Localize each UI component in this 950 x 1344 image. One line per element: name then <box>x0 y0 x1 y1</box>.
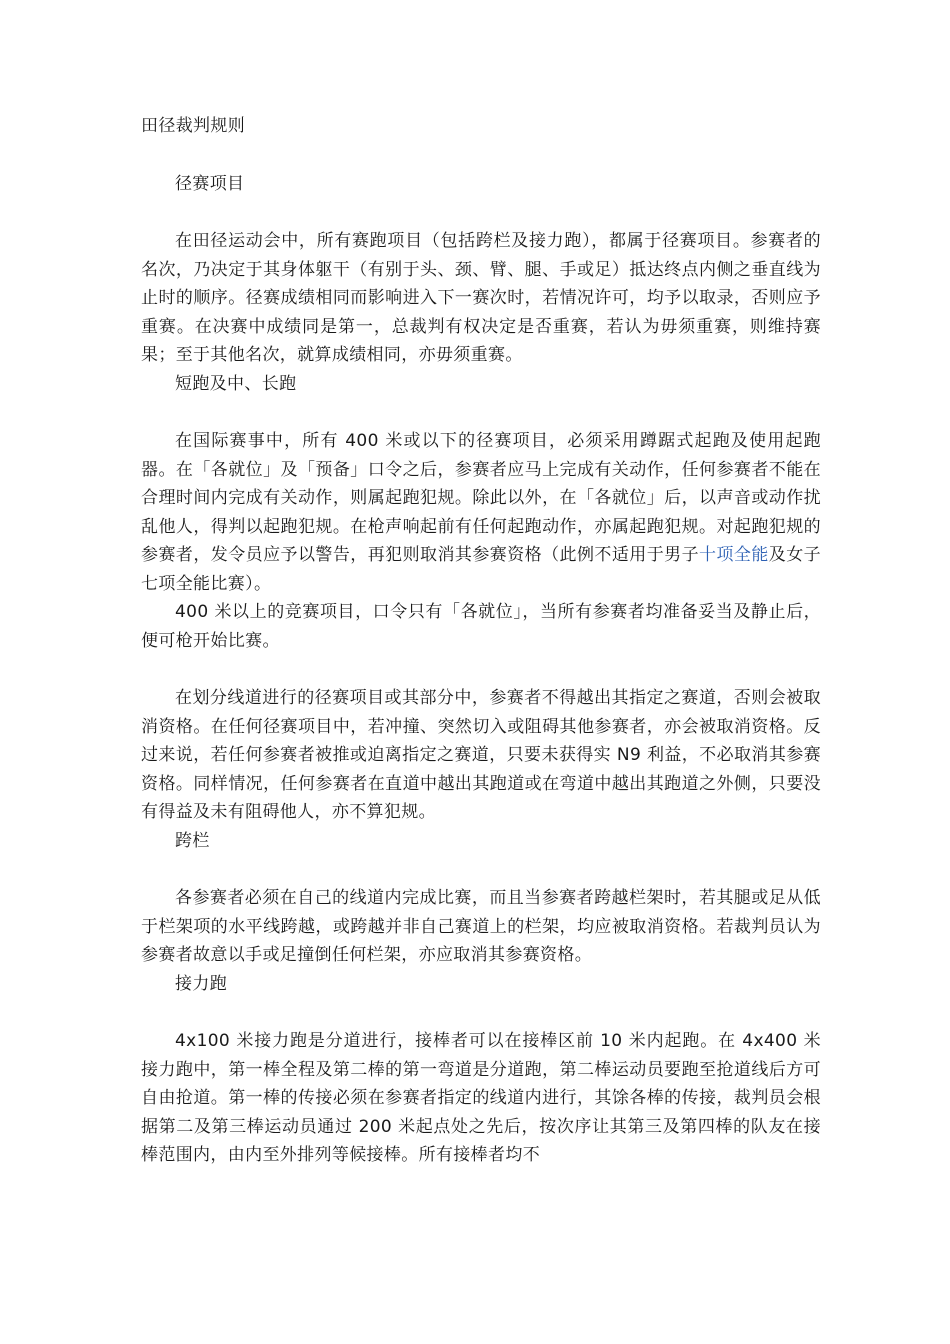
paragraph-start-rules-text: 在国际赛事中，所有 400 米或以下的径赛项目，必须采用蹲踞式起跑及使用起跑器。在「各就位」及「预备」口令之后，参赛者应马上完成有关动作，任何参赛者不能在合理时间内完成有关动作，则属起跑犯规。除此以外，在「各就位」后，以声音或动作扰乱他人，得判以起跑犯规。在枪声响起前有任何起跑动作，亦属起跑犯规。对起跑犯规的参赛者，发令员应予以警告，再犯则取消其参赛资格（此例不适用于男子 <box>141 431 821 565</box>
paragraph-relay: 4x100 米接力跑是分道进行，接棒者可以在接棒区前 10 米内起跑。在 4x400 米接力跑中，第一棒全程及第二棒的第一弯道是分道跑，第二棒运动员要跑至抢道线后方可自由抢道。第一棒的传接必须在参赛者指定的线道内进行，其馀各棒的传接，裁判员会根据第二及第三棒运动员通过 200 米起点处之先后，按次序让其第三及第四棒的队友在接棒范围内，由内至外排列等候接棒。所有接棒者均不 <box>141 1031 821 1165</box>
decathlon-link[interactable]: 十项全能 <box>699 545 769 565</box>
paragraph-track-events: 在田径运动会中，所有赛跑项目（包括跨栏及接力跑），都属于径赛项目。参赛者的名次，乃决定于其身体躯干（有别于头、颈、臂、腿、手或足）抵达终点内侧之垂直线为止时的顺序。径赛成绩相同而影响进入下一赛次时，若情况许可，均予以取录，否则应予重赛。在决赛中成绩同是第一，总裁判有权决定是否重赛，若认为毋须重赛，则维持赛果；至于其他名次，就算成绩相同，亦毋须重赛。 <box>141 231 821 365</box>
section-heading-sprint: 短跑及中、长跑 <box>175 373 297 394</box>
paragraph-lane-rules: 在划分线道进行的径赛项目或其部分中，参赛者不得越出其指定之赛道，否则会被取消资格。在任何径赛项目中，若冲撞、突然切入或阻碍其他参赛者，亦会被取消资格。反过来说，若任何参赛者被推或迫离指定之赛道，只要未获得实 N9 利益，不必取消其参赛资格。同样情况，任何参赛者在直道中越出其跑道或在弯道中越出其跑道之外侧，只要没有得益及未有阻碍他人，亦不算犯规。 <box>141 688 821 822</box>
document-page <box>141 112 821 1170</box>
section-heading-hurdles: 跨栏 <box>175 830 210 851</box>
paragraph-hurdles: 各参赛者必须在自己的线道内完成比赛，而且当参赛者跨越栏架时，若其腿或足从低于栏架项的水平线跨越，或跨越并非自己赛道上的栏架，均应被取消资格。若裁判员认为参赛者故意以手或足撞倒任何栏架，亦应取消其参赛资格。 <box>141 888 821 965</box>
document-title: 田径裁判规则 <box>141 116 246 136</box>
section-heading-relay: 接力跑 <box>175 973 228 994</box>
paragraph-start-rules-tail: 及女子七项全能比赛）。 <box>141 545 822 594</box>
section-heading-track-events: 径赛项目 <box>175 173 245 194</box>
paragraph-long-distance-start: 400 米以上的竞赛项目，口令只有「各就位」，当所有参赛者均准备妥当及静止后，便可枪开始比赛。 <box>141 602 821 651</box>
paragraph-start-rules <box>141 427 821 598</box>
